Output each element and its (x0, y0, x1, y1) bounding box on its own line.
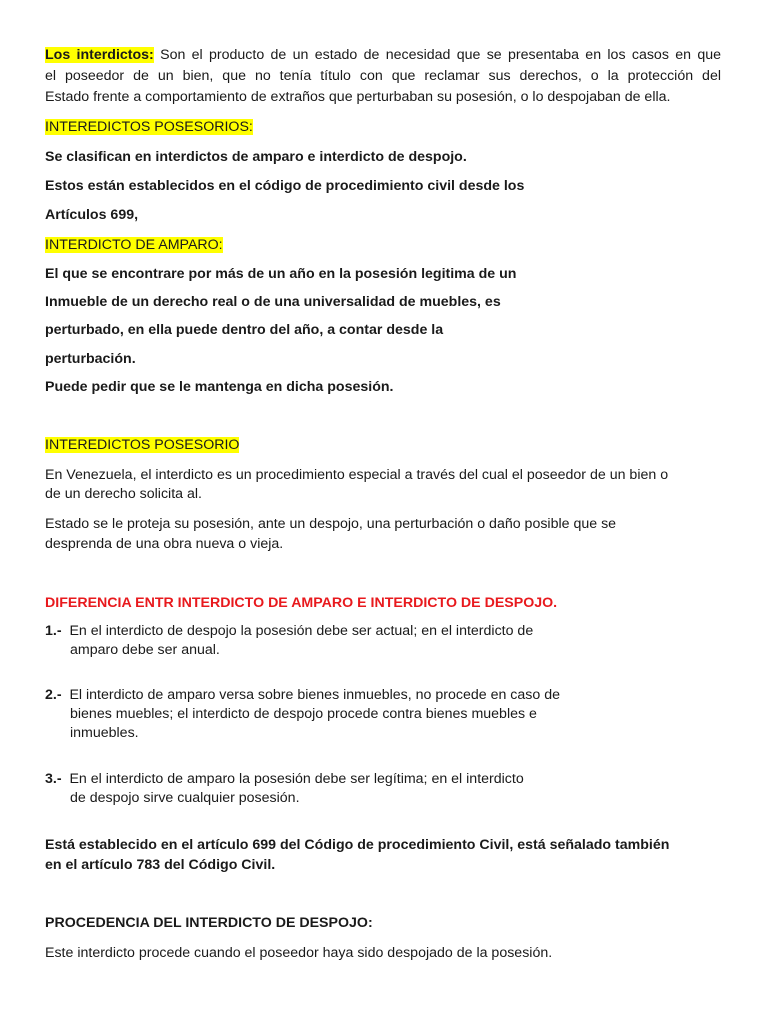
section-heading-amparo-text: INTERDICTO DE AMPARO: (45, 237, 223, 253)
sec2-line-5: Puede pedir que se le mantenga en dicha posesión. (45, 379, 394, 395)
section-heading-posesorio-text: INTEREDICTOS POSESORIO (45, 437, 240, 453)
difference-item-2-line-2: bienes muebles; el interdicto de despojo procede contra bienes muebles e (70, 706, 537, 722)
sec3-line-2: de un derecho solicita al. (45, 486, 202, 502)
sec3-line-4: desprenda de una obra nueva o vieja. (45, 536, 284, 552)
sec3-line-3: Estado se le proteja su posesión, ante un despojo, una perturbación o daño posible que se (45, 516, 617, 532)
intro-line-2: el poseedor de un bien, que no tenía título con que reclamar sus derechos, o la protección del (45, 68, 721, 84)
difference-item-3-text-1: En el interdicto de amparo la posesión debe ser legítima; en el interdicto (69, 771, 524, 787)
difference-item-1-number: 1.- (45, 623, 62, 639)
sec2-line-2: Inmueble de un derecho real o de una universalidad de muebles, es (45, 294, 501, 310)
sec2-line-3: perturbado, en ella puede dentro del año, a contar desde la (45, 322, 444, 338)
difference-item-3-number: 3.- (45, 771, 62, 787)
section-heading-diferencia: DIFERENCIA ENTR INTERDICTO DE AMPARO E INTERDICTO DE DESPOJO. (45, 595, 558, 611)
intro-text-1: Son el producto de un estado de necesidad que se presentaba en los casos en que (160, 47, 721, 63)
legal-note-line-1: Está establecido en el artículo 699 del Código de procedimiento Civil, está señalado también (45, 837, 670, 853)
difference-item-2-text-1: El interdicto de amparo versa sobre bienes inmuebles, no procede en caso de (69, 687, 561, 703)
sec1-paragraph-3: Artículos 699, (45, 207, 139, 223)
section-heading-posesorios-text: INTEREDICTOS POSESORIOS: (45, 119, 253, 135)
difference-item-2-line-1 (45, 686, 560, 705)
intro-line-1 (45, 46, 721, 65)
legal-note-line-2: en el artículo 783 del Código Civil. (45, 857, 276, 873)
intro-label: Los interdictos: (45, 47, 154, 63)
difference-item-3-line-2: de despojo sirve cualquier posesión. (70, 790, 300, 806)
sec1-paragraph-2: Estos están establecidos en el código de procedimiento civil desde los (45, 178, 525, 194)
difference-item-2-line-3: inmuebles. (70, 725, 139, 741)
section-heading-posesorios (45, 118, 253, 137)
sec2-line-1: El que se encontrare por más de un año en la posesión legitima de un (45, 266, 517, 282)
difference-item-1-line-2: amparo debe ser anual. (70, 642, 220, 658)
section-heading-procedencia: PROCEDENCIA DEL INTERDICTO DE DESPOJO: (45, 915, 373, 931)
difference-item-2-number: 2.- (45, 687, 62, 703)
sec1-paragraph-1: Se clasifican en interdictos de amparo e interdicto de despojo. (45, 149, 467, 165)
intro-line-3: Estado frente a comportamiento de extraños que perturbaban su posesión, o lo despojaban de ella. (45, 89, 671, 105)
section-heading-amparo (45, 236, 223, 255)
difference-item-1-line-1 (45, 622, 533, 641)
difference-item-1-text-1: En el interdicto de despojo la posesión debe ser actual; en el interdicto de (69, 623, 534, 639)
sec3-line-1: En Venezuela, el interdicto es un procedimiento especial a través del cual el poseedor de un bien o (45, 467, 669, 483)
section-heading-posesorio (45, 436, 239, 455)
sec2-line-4: perturbación. (45, 351, 136, 367)
sec5-line-1: Este interdicto procede cuando el poseedor haya sido despojado de la posesión. (45, 945, 553, 961)
difference-item-3-line-1 (45, 770, 524, 789)
